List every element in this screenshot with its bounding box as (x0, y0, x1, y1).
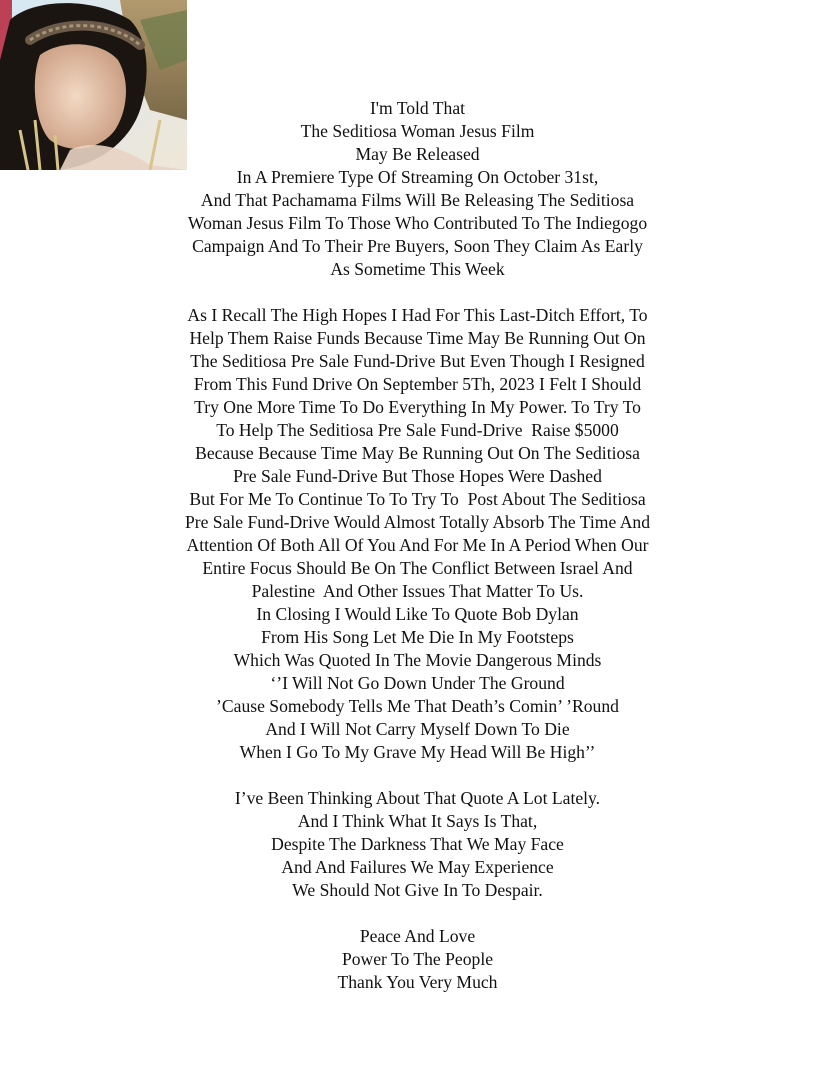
letter-line: Palestine And Other Issues That Matter To Us. (251, 581, 584, 601)
closing-line: Power To The People (341, 949, 494, 969)
letter-text (0, 97, 835, 994)
quote-line: And I Will Not Carry Myself Down To Die (265, 719, 570, 739)
letter-line: As Sometime This Week (330, 259, 505, 279)
letter-line: From This Fund Drive On September 5Th, 2023 I Felt I Should (193, 374, 642, 394)
letter-line: And I Think What It Says Is That, (297, 811, 538, 831)
quote-line: When I Go To My Grave My Head Will Be High’’ (239, 742, 596, 762)
letter-line: Help Them Raise Funds Because Time May Be Running Out On (189, 328, 646, 348)
letter-line: May Be Released (355, 144, 480, 164)
letter-line: And That Pachamama Films Will Be Releasing The Seditiosa (200, 190, 635, 210)
letter-line: Despite The Darkness That We May Face (271, 834, 564, 854)
letter-line: And And Failures We May Experience (281, 857, 554, 877)
letter-line: Attention Of Both All Of You And For Me In A Period When Our (186, 535, 649, 555)
letter-line: Entire Focus Should Be On The Conflict Between Israel And (202, 558, 633, 578)
letter-line: I'm Told That (369, 98, 466, 118)
letter-line: Which Was Quoted In The Movie Dangerous Minds (233, 650, 602, 670)
letter-line: In Closing I Would Like To Quote Bob Dylan (256, 604, 579, 624)
letter-line: Pre Sale Fund-Drive But Those Hopes Were Dashed (233, 466, 602, 486)
letter-line: Try One More Time To Do Everything In My Power. To Try To (194, 397, 641, 417)
blank-line (0, 902, 835, 925)
letter-line: We Should Not Give In To Despair. (292, 880, 543, 900)
letter-line: From His Song Let Me Die In My Footsteps (261, 627, 574, 647)
quote-line: ’Cause Somebody Tells Me That Death’s Comin’ ’Round (216, 696, 619, 716)
letter-line: Woman Jesus Film To Those Who Contributed To The Indiegogo (187, 213, 648, 233)
letter-line: As I Recall The High Hopes I Had For This Last-Ditch Effort, To (187, 305, 648, 325)
letter-line: To Help The Seditiosa Pre Sale Fund-Drive Raise $5000 (216, 420, 619, 440)
letter-line: The Seditiosa Woman Jesus Film (300, 121, 535, 141)
letter-line: But For Me To Continue To To Try To Post About The Seditiosa (189, 489, 646, 509)
letter-line: Campaign And To Their Pre Buyers, Soon They Claim As Early (192, 236, 643, 256)
letter-line: Pre Sale Fund-Drive Would Almost Totally Absorb The Time And (184, 512, 651, 532)
closing-line: Thank You Very Much (337, 972, 498, 992)
letter-line: I’ve Been Thinking About That Quote A Lot Lately. (234, 788, 601, 808)
closing-line: Peace And Love (359, 926, 476, 946)
blank-line (0, 281, 835, 304)
letter-line: Because Because Time May Be Running Out On The Seditiosa (195, 443, 640, 463)
blank-line (0, 764, 835, 787)
quote-line: ‘’I Will Not Go Down Under The Ground (270, 673, 565, 693)
letter-line: In A Premiere Type Of Streaming On October 31st, (236, 167, 599, 187)
letter-line: The Seditiosa Pre Sale Fund-Drive But Even Though I Resigned (190, 351, 645, 371)
